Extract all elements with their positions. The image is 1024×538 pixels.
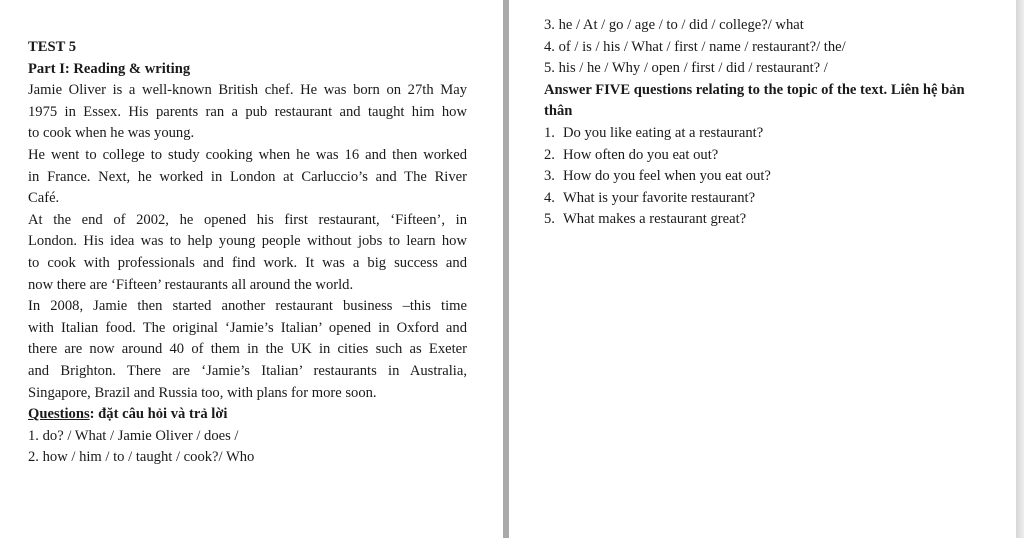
question-text: How do you feel when you eat out?: [563, 168, 771, 185]
question-item: [544, 188, 994, 210]
left-column: [28, 37, 467, 469]
passage-line: to cook when he was young.: [28, 125, 195, 142]
passage-line: Jamie Oliver is a well-known British chef. He was born on 27th May: [28, 82, 467, 99]
question-number: 3.: [544, 168, 555, 185]
passage-line: there are now around 40 of them in the UK in cities such as Exeter: [28, 341, 467, 358]
scrambled-item: 5. his / he / Why / open / first / did / restaurant? /: [544, 60, 828, 77]
passage-line: At the end of 2002, he opened his first restaurant, ‘Fifteen’, in: [28, 211, 467, 228]
question-number: 1.: [544, 124, 555, 141]
question-text: What is your favorite restaurant?: [563, 189, 756, 206]
answer-instruction: Answer FIVE questions relating to the topic of the text. Liên hệ bản: [544, 81, 965, 98]
passage-line: to cook with professionals and find work. It was a big success and: [28, 254, 467, 271]
question-item: [544, 123, 994, 145]
questions-heading: [28, 404, 467, 426]
passage-line: London. His idea was to help young people without jobs to learn how: [28, 233, 467, 250]
questions-label: Questions: [28, 406, 90, 423]
question-text: What makes a restaurant great?: [563, 211, 747, 228]
passage-line: He went to college to study cooking when he was 16 and then worked: [28, 146, 467, 163]
passage-line: and Brighton. There are ‘Jamie’s Italian’ restaurants in Australia,: [28, 362, 467, 379]
passage-line: Café.: [28, 190, 60, 207]
question-number: 2.: [544, 146, 555, 163]
question-text: How often do you eat out?: [563, 146, 719, 163]
question-number: 4.: [544, 189, 555, 206]
right-column: [544, 15, 994, 231]
question-text: Do you like eating at a restaurant?: [563, 124, 764, 141]
passage-line: In 2008, Jamie then started another restaurant business –this time: [28, 298, 467, 315]
passage-line: with Italian food. The original ‘Jamie’s Italian’ opened in Oxford and: [28, 319, 467, 336]
question-number: 5.: [544, 211, 555, 228]
scrambled-item: 1. do? / What / Jamie Oliver / does /: [28, 427, 239, 444]
page-edge: [1016, 0, 1024, 538]
questions-instruction: đặt câu hỏi và trả lời: [94, 406, 228, 423]
left-page: [0, 0, 503, 538]
scrambled-item: 2. how / him / to / taught / cook?/ Who: [28, 449, 255, 466]
answer-instruction-cont: thân: [544, 103, 573, 120]
passage-line: Singapore, Brazil and Russia too, with plans for more soon.: [28, 384, 377, 401]
question-item: [544, 209, 994, 231]
questions-colon: :: [89, 406, 95, 423]
question-item: [544, 145, 994, 167]
scrambled-item: 3. he / At / go / age / to / did / college?/ what: [544, 17, 804, 33]
part-heading: Part I: Reading & writing: [28, 60, 191, 77]
passage-line: in France. Next, he worked in London at Carluccio’s and The River: [28, 168, 467, 185]
scrambled-item: 4. of / is / his / What / first / name / restaurant?/ the/: [544, 38, 846, 55]
test-title: TEST 5: [28, 39, 76, 55]
right-page: [509, 0, 1016, 538]
question-item: [544, 166, 994, 188]
passage-line: now there are ‘Fifteen’ restaurants all around the world.: [28, 276, 354, 293]
passage-line: 1975 in Essex. His parents ran a pub restaurant and taught him how: [28, 103, 467, 120]
